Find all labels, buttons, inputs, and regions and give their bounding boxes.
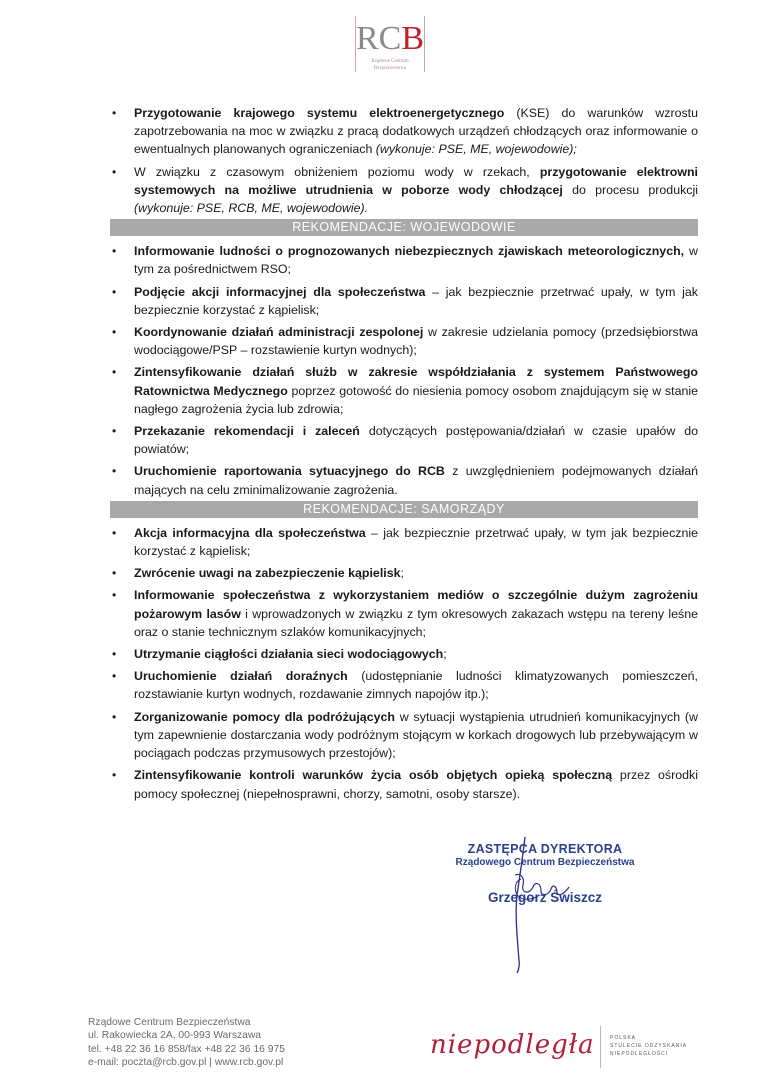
list-item (110, 323, 698, 359)
item-bold: Zwrócenie uwagi na zabezpieczenie kąpielisk (134, 566, 401, 581)
list-item (110, 422, 698, 458)
item-bold: Zorganizowanie pomocy dla podróżujących (134, 709, 395, 724)
logo-mark (345, 20, 435, 58)
signature-title: ZASTĘPCA DYREKTORA (467, 842, 623, 856)
list-item (110, 564, 698, 582)
item-text: (udostępnianie ludności klimatyzowanych pomieszczeń, rozstawianie kurtyn wodnych, rozdawanie zimnych napojów itp.); (134, 669, 698, 702)
item-bold: Akcja informacyjna dla społeczeństwa (134, 525, 366, 540)
section-kse-list (110, 104, 698, 217)
item-bold: Uruchomienie działań doraźnych (134, 669, 348, 684)
section-wojewodowie-list (110, 242, 698, 499)
niepodlegla-line1: POLSKA (610, 1035, 637, 1041)
item-bold: Informowanie społeczeństwa z wykorzystaniem mediów o szczególnie dużym zagrożeniu pożarowym lasów (134, 588, 698, 621)
item-text: (KSE) do warunków wzrostu zapotrzebowania na moc w związku z pracą dodatkowych urządzeń chłodzących oraz informowanie o ewentualnych planowanych ograniczeniach (134, 106, 698, 157)
niepodlegla-line3: NIEPODLEGŁOŚCI (610, 1051, 669, 1057)
rcb-logo (345, 14, 435, 84)
item-bold: Informowanie ludności o prognozowanych niebezpiecznych zjawiskach meteorologicznych, (134, 244, 685, 259)
item-text: i wprowadzonych w związku z tym okresowych zakazach wstępu na tereny leśne oraz o stanie technicznym szlaków komunikacyjnych; (134, 606, 698, 639)
logo-mark-rc: RC (355, 20, 402, 57)
item-text: – jak bezpiecznie przetrwać upały, w tym jak bezpiecznie korzystać z kąpielisk; (134, 284, 698, 317)
niepodlegla-line2: STULECIE ODZYSKANIA (610, 1043, 688, 1049)
logo-mark-b: B (401, 20, 425, 57)
logo-right-rule (424, 16, 425, 72)
logo-subtitle-line1: Rządowe Centrum (371, 59, 409, 64)
item-text: w tym za pośrednictwem RSO; (134, 244, 698, 277)
handwritten-signature-icon (495, 835, 615, 975)
item-bold: Uruchomienie raportowania sytuacyjnego do RCB (134, 464, 445, 479)
item-bold: Podjęcie akcji informacyjnej dla społeczeństwa (134, 284, 426, 299)
footer-address (88, 1016, 285, 1069)
logo-subtitle (345, 58, 435, 72)
list-item (110, 586, 698, 641)
item-text: W związku z czasowym obniżeniem poziomu wody w rzekach, (134, 164, 540, 179)
footer-phone: tel. +48 22 36 16 858/fax +48 22 36 16 975 (88, 1043, 285, 1055)
list-item (110, 163, 698, 218)
niepodlegla-logo (430, 1022, 760, 1072)
list-item (110, 645, 698, 663)
item-text: przez ośrodki pomocy społecznej (niepełnosprawni, chorzy, samotni, osoby starsze). (134, 768, 698, 801)
niepodlegla-caption (610, 1034, 687, 1058)
footer-email: e-mail: poczta@rcb.gov.pl | www.rcb.gov.pl (88, 1056, 284, 1068)
section-header-samorzady: REKOMENDACJE: SAMORZĄDY (110, 501, 698, 518)
list-item (110, 708, 698, 763)
logo-subtitle-line2: Bezpieczeństwa (373, 66, 407, 71)
logo-left-rule (355, 16, 356, 72)
list-item (110, 524, 698, 560)
footer-org: Rządowe Centrum Bezpieczeństwa (88, 1017, 251, 1028)
list-item (110, 766, 698, 802)
item-text: ; (443, 647, 447, 662)
list-item (110, 104, 698, 159)
section-header-wojewodowie: REKOMENDACJE: WOJEWODOWIE (110, 219, 698, 236)
item-text: – jak bezpiecznie przetrwać upały, w tym jak bezpiecznie korzystać z kąpielisk; (134, 525, 698, 559)
item-bold: Przygotowanie krajowego systemu elektroenergetycznego (134, 106, 505, 120)
niepodlegla-divider (600, 1026, 601, 1068)
signature-org: Rządowego Centrum Bezpieczeństwa (455, 857, 635, 868)
item-italic: (wykonuje: PSE, ME, wojewodowie); (375, 142, 577, 157)
item-text: w sytuacji wystąpienia utrudnień komunikacyjnych (w tym zapewnienie dostarczania wody podróżnym stojącym w korkach drogowych lub przebywającym w pociągach podczas przymusowych przestojów); (134, 709, 698, 761)
niepodlegla-word: niepodległa (430, 1030, 595, 1060)
item-bold: Przekazanie rekomendacji i zaleceń (134, 424, 360, 439)
item-bold: Zintensyfikowanie kontroli warunków życia osób objętych opieką społeczną (134, 768, 613, 783)
item-bold: przygotowanie elektrowni systemowych na możliwe utrudnienia w poborze wody chłodzącej (134, 164, 698, 197)
list-item (110, 363, 698, 418)
item-text: poprzez gotowość do niesienia pomocy osobom znajdującym się w stanie nagłego zagrożenia życia lub zdrowia; (134, 383, 698, 416)
list-item (110, 242, 698, 278)
item-text: dotyczących postępowania/działań w czasie upałów do powiatów; (134, 424, 698, 457)
footer-street: ul. Rakowiecka 2A, 00-993 Warszawa (88, 1030, 262, 1042)
section-samorzady-list (110, 524, 698, 803)
item-italic: (wykonuje: PSE, RCB, ME, wojewodowie). (134, 201, 369, 216)
item-bold: Utrzymanie ciągłości działania sieci wodociągowych (134, 647, 444, 662)
list-item (110, 462, 698, 498)
item-bold: Zintensyfikowanie działań służb w zakresie współdziałania z systemem Państwowego Ratownictwa Medycznego (134, 365, 698, 398)
item-text: w zakresie udzielania pomocy (przedsiębiorstwa wodociągowe/PSP – rozstawienie kurtyn wodnych); (134, 325, 698, 358)
list-item (110, 283, 698, 319)
signature-name: Grzegorz Świszcz (487, 890, 603, 905)
item-text: ; (400, 566, 404, 581)
list-item (110, 667, 698, 703)
item-bold: Koordynowanie działań administracji zespolonej (134, 325, 424, 340)
item-text: z uwzględnieniem podejmowanych działań mających na celu zminimalizowanie zagrożenia. (134, 464, 698, 497)
document-body (110, 104, 698, 807)
item-text: do procesu produkcji (562, 182, 698, 197)
